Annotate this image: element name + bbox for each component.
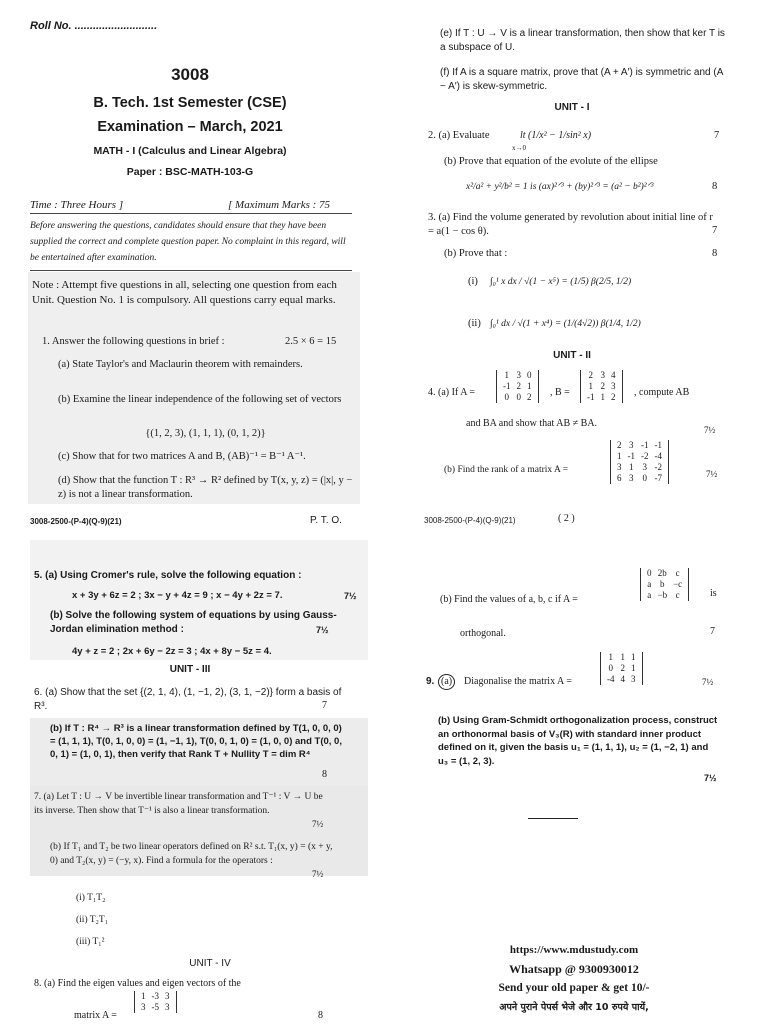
page-3 — [0, 540, 384, 1024]
matrix-row — [614, 451, 665, 462]
promo-offer-hindi: अपने पुराने पेपर्स भेजे और 10 रुपये पायें, — [499, 1002, 649, 1013]
matrix-cell: -1 — [503, 381, 511, 391]
matrix-cell: 3 — [629, 473, 634, 483]
q7b-marks: 7½ — [312, 869, 324, 879]
matrix-cell: 1 — [631, 663, 636, 673]
exam-title: Examination – March, 2021 — [97, 119, 283, 135]
q8b-post: is — [710, 588, 717, 599]
matrix-orthogonal — [640, 568, 689, 601]
q2b-expression: x²/a² + y²/b² = 1 is (ax)²ᐟ³ + (by)²ᐟ³ = (a² − b²)²ᐟ³ — [466, 182, 654, 192]
q4b-marks: 7½ — [706, 469, 718, 479]
matrix-cell: 3 — [516, 370, 521, 380]
matrix-row — [604, 652, 639, 663]
matrix-cell: -3 — [151, 991, 159, 1001]
matrix-row — [500, 381, 535, 392]
matrix-cell: -5 — [151, 1002, 159, 1012]
q3b-i-expression: ∫₀¹ x dx / √(1 − x⁵) = (1/5) β(2/5, 1/2) — [490, 277, 632, 287]
q5a-equation: x + 3y + 6z = 2 ; 3x − y + 4z = 9 ; x − 4y + 2z = 7. — [72, 590, 283, 601]
matrix-cell: 1 — [608, 652, 613, 662]
matrix-cell: b — [660, 579, 665, 589]
q9a-text: Diagonalise the matrix A = — [464, 676, 572, 687]
matrix-rank — [610, 440, 669, 484]
unit-2-heading: UNIT - II — [553, 350, 591, 361]
matrix-row — [584, 381, 619, 392]
matrix-cell: 3 — [631, 674, 636, 684]
matrix-row — [584, 370, 619, 381]
matrix-cell: 0 — [647, 568, 652, 578]
q5a-marks: 7½ — [344, 591, 357, 601]
matrix-cell: 2 — [617, 440, 622, 450]
q1-text: 1. Answer the following questions in brief : — [42, 336, 225, 347]
q7a-marks: 7½ — [312, 819, 324, 829]
unit-4-heading: UNIT - IV — [189, 958, 231, 969]
q4a-text: 4. (a) If A = — [428, 387, 476, 398]
matrix-cell: 4 — [620, 674, 625, 684]
q3b-marks: 8 — [712, 248, 718, 259]
degree-title: B. Tech. 1st Semester (CSE) — [93, 95, 287, 111]
matrix-row — [138, 991, 173, 1002]
q7b-i: (i) T₁T₂ — [76, 893, 106, 903]
matrix-row — [614, 462, 665, 473]
matrix-cell: 3 — [629, 440, 634, 450]
q2a-limit: x→0 — [512, 144, 526, 152]
matrix-row — [604, 674, 639, 685]
q3b-ii-label: (ii) — [468, 318, 481, 329]
q4b-text: (b) Find the rank of a matrix A = — [444, 465, 569, 475]
matrix-cell: -2 — [654, 462, 662, 472]
matrix-cell: 0 — [516, 392, 521, 402]
matrix-cell: 0 — [608, 663, 613, 673]
q6a-text: 6. (a) Show that the set {(2, 1, 4), (1, −1, 2), (3, 1, −2)} form a basis of R³. — [34, 687, 342, 712]
matrix-row — [500, 392, 535, 403]
q2a-expression: lt (1/x² − 1/sin² x) — [520, 130, 592, 141]
q1f-text: (f) If A is a square matrix, prove that (A + A′) is symmetric and (A − A′) is skew-symmetric. — [440, 67, 723, 92]
q8a-text: 8. (a) Find the eigen values and eigen vectors of the — [34, 978, 241, 989]
q1d-text: (d) Show that the function T : R³ → R² defined by T(x, y, z) = (|x|, y − z) is not a linear transformation. — [58, 475, 353, 500]
matrix-cell: 1 — [588, 381, 593, 391]
q4a-marks: 7½ — [704, 425, 716, 435]
matrix-cell: 2 — [611, 392, 616, 402]
page-1 — [0, 0, 384, 540]
q8b-text: (b) Find the values of a, b, c if A = — [440, 594, 578, 605]
pto-label: P. T. O. — [310, 515, 342, 526]
matrix-row — [614, 440, 665, 451]
page-2 — [384, 0, 768, 540]
matrix-cell: 1 — [527, 381, 532, 391]
matrix-cell: 1 — [141, 991, 146, 1001]
matrix-cell: 3 — [642, 462, 647, 472]
roll-number: Roll No. ........................... — [30, 20, 158, 32]
q1a-text: (a) State Taylor's and Maclaurin theorem with remainders. — [58, 359, 303, 370]
q3b-text: (b) Prove that : — [444, 248, 508, 259]
end-rule — [528, 818, 578, 819]
matrix-cell: 0 — [527, 370, 532, 380]
page-4 — [384, 540, 768, 1024]
matrix-row — [604, 663, 639, 674]
matrix-cell: -1 — [654, 440, 662, 450]
matrix-row — [500, 370, 535, 381]
q5b-marks: 7½ — [316, 625, 329, 635]
matrix-cell: 3 — [600, 370, 605, 380]
divider — [30, 213, 352, 214]
q6b-text: (b) If T : R⁴ → R³ is a linear transformation defined by T(1, 0, 0, 0) = (1, 1, 1), T(0, 1, 0, 0) = (1, −1, 1), T(0, 0, 1, 0) = (1, 0, 0) and T(0, 0, 0, 1) = (1, 0, 1), then verify that Rank T + Nullity T = dim R⁴ — [50, 723, 342, 760]
q3b-i-label: (i) — [468, 276, 478, 287]
max-marks-label: [ Maximum Marks : 75 — [228, 199, 331, 211]
q2b-marks: 8 — [712, 181, 718, 192]
q2a-marks: 7 — [714, 130, 720, 141]
matrix-b — [580, 370, 623, 403]
matrix-cell: 3 — [165, 991, 170, 1001]
q8b-tail: orthogonal. — [460, 628, 506, 639]
q6b-marks: 8 — [322, 769, 327, 780]
q1b-vector-set: {(1, 2, 3), (1, 1, 1), (0, 1, 2)} — [145, 428, 266, 439]
matrix-cell: 6 — [617, 473, 622, 483]
q4a-mid: , B = — [550, 387, 570, 398]
unit-3-heading: UNIT - III — [169, 664, 211, 675]
matrix-cell: 2 — [588, 370, 593, 380]
matrix-cell: 1 — [620, 652, 625, 662]
paper-title: Paper : BSC-MATH-103-G — [126, 166, 254, 178]
q8b-marks: 7 — [710, 626, 715, 637]
matrix-cell: -4 — [654, 451, 662, 461]
matrix-cell: 3 — [165, 1002, 170, 1012]
q3a-text: 3. (a) Find the volume generated by revolution about initial line of r = a(1 − cos θ). — [428, 212, 713, 237]
matrix-diagonalise — [600, 652, 643, 685]
matrix-eigen — [134, 991, 177, 1013]
promo-website: https://www.mdustudy.com — [509, 944, 639, 956]
matrix-cell: c — [675, 568, 680, 578]
q1-marks: 2.5 × 6 = 15 — [285, 336, 337, 347]
q2b-text: (b) Prove that equation of the evolute of the ellipse — [444, 156, 658, 167]
matrix-cell: 3 — [611, 381, 616, 391]
matrix-cell: 1 — [629, 462, 634, 472]
matrix-a — [496, 370, 539, 403]
matrix-cell: 0 — [642, 473, 647, 483]
matrix-cell: a — [647, 579, 652, 589]
matrix-row — [584, 392, 619, 403]
page-footer-code: 3008-2500-(P-4)(Q-9)(21) — [424, 516, 516, 525]
q8a-matrix-label: matrix A = — [74, 1010, 117, 1021]
q5b-equation: 4y + z = 2 ; 2x + 6y − 2z = 3 ; 4x + 8y − 5z = 4. — [72, 646, 272, 657]
matrix-cell: −c — [673, 579, 683, 589]
q7b-iii: (iii) T₁² — [76, 937, 105, 947]
q9b-marks: 7½ — [704, 773, 717, 783]
matrix-cell: a — [647, 590, 652, 600]
q9a-number: 9. — [426, 676, 435, 687]
q8a-marks: 8 — [318, 1010, 323, 1021]
q9a-marks: 7½ — [702, 677, 714, 687]
q4a-tail: and BA and show that AB ≠ BA. — [466, 418, 598, 429]
matrix-cell: 3 — [617, 462, 622, 472]
q1c-text: (c) Show that for two matrices A and B, (AB)⁻¹ = B⁻¹ A⁻¹. — [58, 451, 306, 462]
matrix-row — [644, 568, 685, 579]
q9b-text: (b) Using Gram-Schmidt orthogonalization process, construct an orthonormal basis of V₃(R) with standard inner product defined on it, given the basis u₁ = (1, 1, 1), u₂ = (1, −2, 1) and u₃ = (1, 2, 3). — [438, 715, 718, 767]
q1b-text: (b) Examine the linear independence of the following set of vectors — [58, 394, 342, 405]
subject-title: MATH - I (Calculus and Linear Algebra) — [93, 145, 287, 157]
matrix-row — [614, 473, 665, 484]
q3a-marks: 7 — [712, 225, 718, 236]
matrix-cell: 3 — [141, 1002, 146, 1012]
q9a-circled-label: (a) — [438, 674, 455, 690]
matrix-row — [644, 590, 685, 601]
matrix-cell: 1 — [504, 370, 509, 380]
matrix-cell: -4 — [607, 674, 615, 684]
unit-1-heading: UNIT - I — [554, 102, 590, 113]
q7a-text: 7. (a) Let T : U → V be invertible linear transformation and T⁻¹ : V → U be its inverse. Then show that T⁻¹ is also a linear transformation. — [34, 792, 323, 816]
matrix-cell: 1 — [631, 652, 636, 662]
matrix-cell: c — [675, 590, 680, 600]
matrix-cell: 2 — [620, 663, 625, 673]
matrix-cell: 1 — [600, 392, 605, 402]
matrix-cell: -1 — [587, 392, 595, 402]
q7b-text: (b) If T₁ and T₂ be two linear operators defined on R² s.t. T₁(x, y) = (x + y, 0) and T₂(x, y) = (−y, x). Find a formula for the operators : — [50, 842, 333, 866]
matrix-cell: -1 — [641, 440, 649, 450]
q3b-ii-expression: ∫₀¹ dx / √(1 + x⁴) = (1/(4√2)) β(1/4, 1/2) — [490, 319, 641, 329]
matrix-cell: -7 — [654, 473, 662, 483]
q4a-post: , compute AB — [634, 387, 690, 398]
page-footer-code: 3008-2500-(P-4)(Q-9)(21) — [30, 517, 122, 526]
q5b-text: (b) Solve the following system of equations by using Gauss-Jordan elimination method : — [50, 610, 337, 635]
matrix-row — [644, 579, 685, 590]
page-number: ( 2 ) — [558, 513, 575, 524]
time-label: Time : Three Hours ] — [30, 199, 124, 211]
note-text: Note : Attempt five questions in all, selecting one question from each Unit. Question No. 1 is compulsory. All questions carry equal marks. — [32, 279, 337, 306]
matrix-cell: 1 — [617, 451, 622, 461]
matrix-row — [138, 1002, 173, 1013]
matrix-cell: 2b — [657, 568, 667, 578]
paper-code: 3008 — [171, 65, 209, 84]
q5a-text: 5. (a) Using Cromer's rule, solve the following equation : — [34, 570, 302, 581]
q6a-marks: 7 — [322, 700, 327, 711]
matrix-cell: −b — [657, 590, 668, 600]
q7b-ii: (ii) T₂T₁ — [76, 915, 109, 925]
divider — [30, 270, 352, 271]
matrix-cell: 0 — [504, 392, 509, 402]
promo-offer: Send your old paper & get 10/- — [498, 982, 650, 994]
matrix-cell: 2 — [527, 392, 532, 402]
matrix-cell: 2 — [516, 381, 521, 391]
q2a-text: 2. (a) Evaluate — [428, 130, 490, 141]
promo-whatsapp: Whatsapp @ 9300930012 — [509, 962, 639, 976]
matrix-cell: 4 — [611, 370, 616, 380]
q1e-text: (e) If T : U → V is a linear transformation, then show that ker T is a subspace of U. — [440, 28, 725, 53]
instruction-text: Before answering the questions, candidates should ensure that they have been supplied the correct and complete question paper. No complaint in this regard, will be entertained after examination. — [30, 221, 346, 263]
matrix-cell: -1 — [627, 451, 635, 461]
matrix-cell: 2 — [600, 381, 605, 391]
matrix-cell: -2 — [641, 451, 649, 461]
